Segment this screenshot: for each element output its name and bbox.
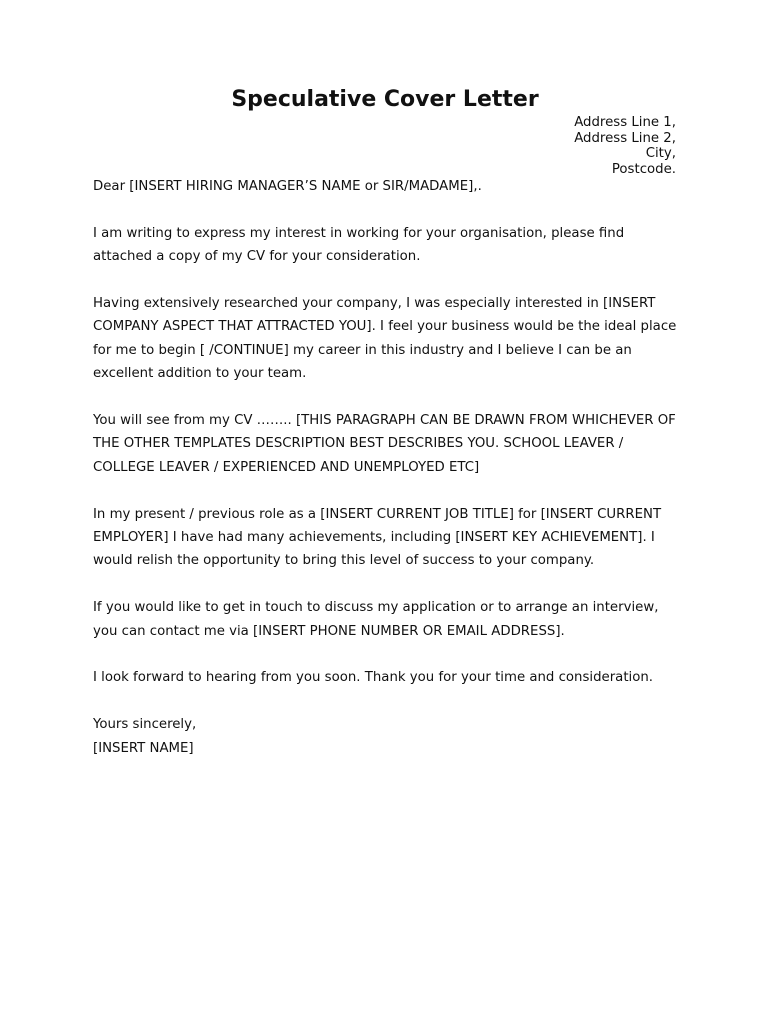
paragraph-intro: I am writing to express my interest in working for your organisation, please find attached a copy of my CV for your consideration.	[93, 225, 625, 265]
closing-block	[93, 713, 683, 760]
address-line-1: Address Line 1,	[574, 115, 676, 130]
paragraph-role: In my present / previous role as a [INSERT CURRENT JOB TITLE] for [INSERT CURRENT EMPLOYER] I have had many achievements, including [INSERT KEY ACHIEVEMENT]. I would relish the opportunity to bring this level of success to your company.	[93, 506, 662, 569]
paragraph-research: Having extensively researched your company, I was especially interested in [INSERT COMPANY ASPECT THAT ATTRACTED YOU]. I feel your business would be the ideal place for me to begin [ /CONTINUE] my career in this industry and I believe I can be an excellent addition to your team.	[93, 296, 677, 382]
sender-address	[574, 115, 676, 178]
document-title: Speculative Cover Letter	[231, 87, 539, 112]
paragraph-contact: If you would like to get in touch to discuss my application or to arrange an interview, you can contact me via [INSERT PHONE NUMBER OR EMAIL ADDRESS].	[93, 600, 659, 639]
signoff: Yours sincerely,	[93, 717, 197, 733]
address-postcode: Postcode.	[611, 162, 676, 178]
address-line-2: Address Line 2,	[574, 130, 676, 146]
salutation: Dear [INSERT HIRING MANAGER’S NAME or SIR/MADAME],.	[93, 179, 482, 194]
signature-name: [INSERT NAME]	[93, 740, 194, 756]
paragraph-thanks: I look forward to hearing from you soon. Thank you for your time and consideration.	[93, 670, 654, 686]
letter-body	[93, 175, 683, 760]
address-city: City,	[645, 146, 676, 162]
paragraph-cv: You will see from my CV …….. [THIS PARAGRAPH CAN BE DRAWN FROM WHICHEVER OF THE OTHER TEMPLATES DESCRIPTION BEST DESCRIBES YOU. SCHOOL LEAVER / COLLEGE LEAVER / EXPERIENCED AND UNEMPLOYED ETC]	[93, 413, 676, 475]
